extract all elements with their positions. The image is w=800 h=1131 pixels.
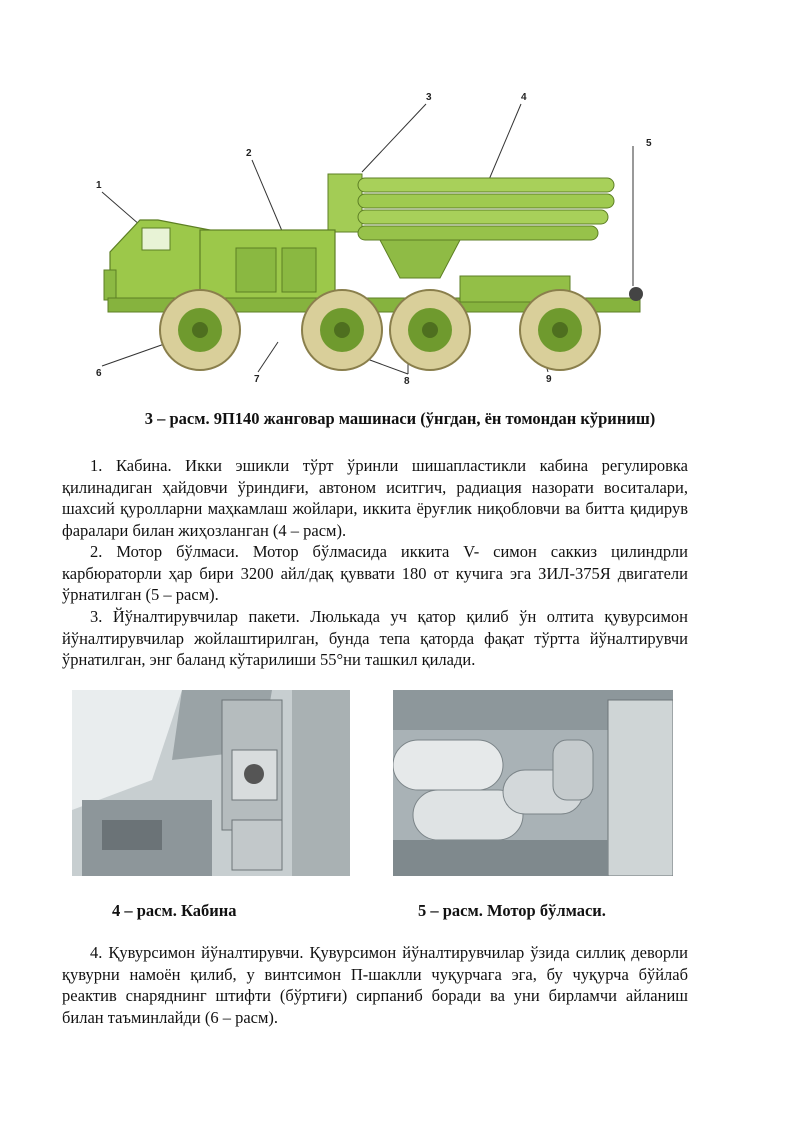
launcher-package xyxy=(328,174,614,278)
callout-6: 6 xyxy=(96,368,102,379)
callout-2: 2 xyxy=(246,148,252,159)
callout-7: 7 xyxy=(254,374,260,385)
callout-4: 4 xyxy=(521,92,527,103)
vehicle-figure xyxy=(80,80,680,400)
cabin-photo-art xyxy=(72,690,350,876)
callout-1: 1 xyxy=(96,180,102,191)
vehicle-illustration xyxy=(80,80,680,400)
figure-5-caption: 5 – расм. Мотор бўлмаси. xyxy=(418,901,606,920)
motor-photo-art xyxy=(393,690,673,876)
callout-9: 9 xyxy=(546,374,552,385)
paragraph-launcher-package: 3. Йўналтирувчилар пакети. Люлькада уч қатор қилиб ўн олтита қувурсимон йўналтирувчилар жойлаштирилган, бунда тепа қаторда фақат тўртта йўналтирувчи ўрнатилган, энг баланд кўтарилиши 55°ни ташкил қилади. xyxy=(62,607,688,670)
cabin-photo xyxy=(72,690,350,876)
figure-3-caption: 3 – расм. 9П140 жанговар машинаси (ўнгдан, ён томондан кўриниш) xyxy=(144,409,656,428)
paragraph-tubular-guide: 4. Қувурсимон йўналтирувчи. Қувурсимон йўналтирувчилар ўзида силлиқ деворли қувурни намоён қилиб, у винтсимон П-шаклли чуқурчага эга, бу чуқурча бўйлаб реактив снаряднинг штифти (бўртиғи) сирпаниб боради ва уни бирламчи айланиш билан таъминлайди (6 – расм). xyxy=(62,943,688,1027)
paragraph-cabin: 1. Кабина. Икки эшикли тўрт ўринли шишапластикли кабина регулировка қилинадиган ҳайдовчи ўриндиғи, автоном иситгич, радиация назорати воситалари, шахсий қуролларни маҳкамлаш жойлари, иккита ёруғлик ниқобловчи ва битта қидирув фаралари билан жиҳозланган (4 – расм). xyxy=(62,456,688,540)
callout-5: 5 xyxy=(646,138,652,149)
figure-4-caption: 4 – расм. Кабина xyxy=(112,901,237,920)
paragraph-motor: 2. Мотор бўлмаси. Мотор бўлмасида иккита V- симон саккиз цилиндрли карбюраторли ҳар бири 3200 айл/дақ қуввати 180 от кучига эга ЗИЛ-375Я двигатели ўрнатилган (5 – расм). xyxy=(62,542,688,605)
callout-8: 8 xyxy=(404,376,410,387)
motor-photo xyxy=(393,690,673,876)
callout-3: 3 xyxy=(426,92,432,103)
